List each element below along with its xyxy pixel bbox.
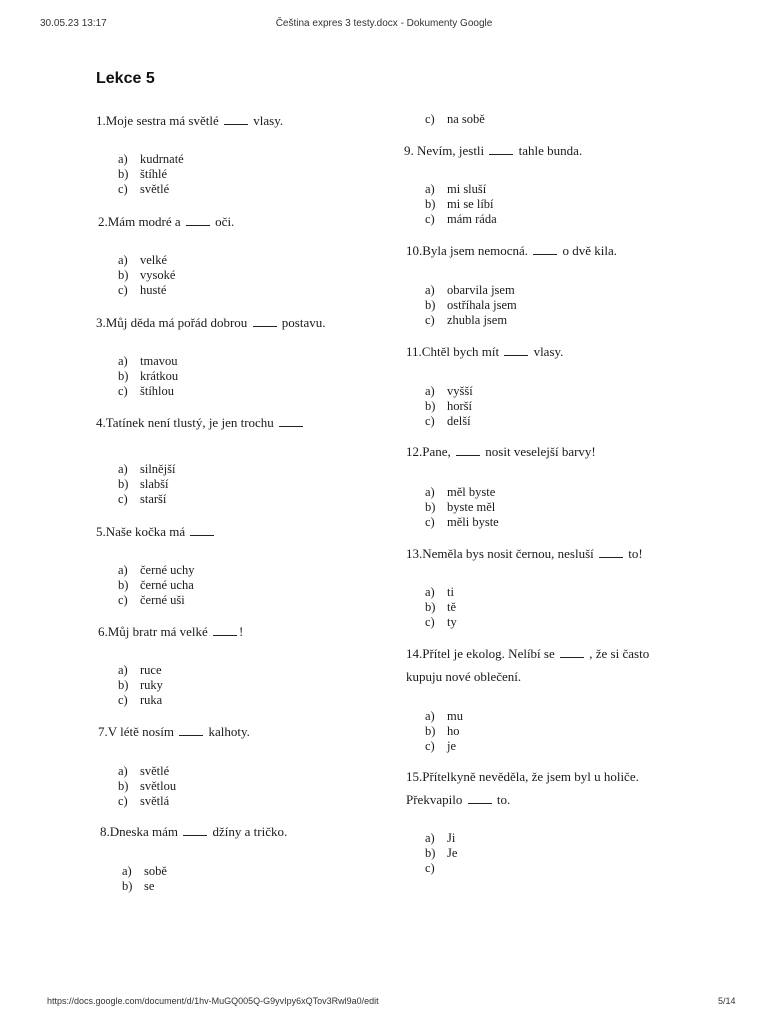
options-7 bbox=[118, 764, 176, 810]
options-11 bbox=[425, 384, 473, 430]
option-b: b) krátkou bbox=[118, 369, 179, 384]
options-8-part2 bbox=[425, 112, 485, 127]
option-c: c) mám ráda bbox=[425, 212, 497, 227]
option-c: c) na sobě bbox=[425, 112, 485, 126]
answer-blank bbox=[456, 443, 480, 456]
answer-blank bbox=[560, 645, 584, 658]
option-a: a) silnější bbox=[118, 462, 176, 476]
option-a: a) vyšší bbox=[425, 384, 473, 398]
answer-blank bbox=[213, 623, 237, 636]
question-text-after: vlasy. bbox=[253, 113, 284, 128]
question-6: 6.Můj bratr má velké ! bbox=[98, 624, 244, 639]
option-b: b) slabší bbox=[118, 477, 169, 492]
question-13: 13.Neměla bys nosit černou, nesluší to! bbox=[406, 546, 643, 561]
answer-blank bbox=[279, 414, 303, 427]
options-4 bbox=[118, 462, 175, 508]
option-b: b) ostříhala jsem bbox=[425, 298, 517, 313]
question-8: 8.Dneska mám džíny a tričko. bbox=[100, 824, 288, 839]
question-2: 2.Mám modré a oči. bbox=[98, 214, 235, 229]
page-number: 5/14 bbox=[718, 996, 736, 1006]
option-b: b) štíhlé bbox=[118, 167, 168, 182]
option-b: b) ruky bbox=[118, 678, 163, 693]
option-c: c) delší bbox=[425, 414, 471, 429]
option-b: b) se bbox=[122, 879, 155, 894]
question-4: 4.Tatínek není tlustý, je jen trochu bbox=[96, 412, 305, 434]
option-a: a) ti bbox=[425, 585, 454, 599]
option-a: a) obarvila jsem bbox=[425, 283, 515, 297]
option-b: b) horší bbox=[425, 399, 472, 414]
options-10 bbox=[425, 283, 517, 329]
answer-blank bbox=[179, 723, 203, 736]
option-c: c) starší bbox=[118, 492, 167, 507]
question-11: 11.Chtěl bych mít vlasy. bbox=[406, 344, 564, 359]
option-c: c) měli byste bbox=[425, 515, 499, 530]
option-a: a) tmavou bbox=[118, 354, 178, 368]
answer-blank bbox=[599, 545, 623, 558]
answer-blank bbox=[183, 823, 207, 836]
options-2 bbox=[118, 253, 175, 299]
option-a: a) sobě bbox=[122, 864, 167, 878]
options-3 bbox=[118, 354, 178, 400]
question-12: 12.Pane, nosit veselejší barvy! bbox=[406, 444, 596, 459]
answer-blank bbox=[190, 523, 214, 536]
option-c: c) bbox=[425, 861, 435, 876]
option-b: b) vysoké bbox=[118, 268, 176, 283]
options-15 bbox=[425, 831, 457, 877]
options-12 bbox=[425, 485, 499, 531]
question-3: 3.Můj děda má pořád dobrou postavu. bbox=[96, 315, 326, 330]
question-14: 14.Přítel je ekolog. Nelíbí se , že si často kupuju nové oblečení. bbox=[406, 646, 650, 684]
option-c: c) je bbox=[425, 739, 457, 754]
answer-blank bbox=[468, 791, 492, 804]
options-13 bbox=[425, 585, 457, 631]
options-1 bbox=[118, 152, 184, 198]
option-b: b) byste měl bbox=[425, 500, 496, 515]
option-a: a) kudrnaté bbox=[118, 152, 184, 166]
option-a: a) mu bbox=[425, 709, 463, 723]
question-7: 7.V létě nosím kalhoty. bbox=[98, 724, 250, 739]
options-14 bbox=[425, 709, 463, 755]
option-c: c) ty bbox=[425, 615, 457, 630]
option-a: a) světlé bbox=[118, 764, 170, 778]
answer-blank bbox=[224, 112, 248, 125]
option-b: b) Je bbox=[425, 846, 458, 861]
question-number: 1. bbox=[96, 113, 106, 128]
question-text: Moje sestra má světlé bbox=[105, 113, 219, 128]
answer-blank bbox=[504, 343, 528, 356]
option-a: a) mi sluší bbox=[425, 182, 487, 196]
option-b: b) černé ucha bbox=[118, 578, 194, 593]
options-6 bbox=[118, 663, 163, 709]
question-1 bbox=[96, 110, 283, 132]
option-a: a) černé uchy bbox=[118, 563, 195, 577]
print-url: https://docs.google.com/document/d/1hv-MuGQ005Q-G9yvIpy6xQTov3Rwl9a0/edit bbox=[47, 996, 379, 1006]
question-10: 10.Byla jsem nemocná. o dvě kila. bbox=[406, 243, 618, 258]
option-b: b) tě bbox=[425, 600, 457, 615]
option-c: c) husté bbox=[118, 283, 167, 298]
print-document-title: Čeština expres 3 testy.docx - Dokumenty Google bbox=[275, 18, 493, 29]
question-15: 15.Přítelkyně nevěděla, že jsem byl u holiče. Překvapilo to. bbox=[406, 769, 639, 807]
option-c: c) štíhlou bbox=[118, 384, 175, 399]
answer-blank bbox=[253, 314, 277, 327]
option-c: c) zhubla jsem bbox=[425, 313, 508, 328]
question-5: 5.Naše kočka má bbox=[96, 521, 216, 543]
question-9: 9. Nevím, jestli tahle bunda. bbox=[404, 143, 583, 158]
options-8-part1 bbox=[122, 864, 167, 894]
option-c: c) světlé bbox=[118, 182, 170, 197]
answer-blank bbox=[533, 242, 557, 255]
option-b: b) světlou bbox=[118, 779, 177, 794]
option-a: a) měl byste bbox=[425, 485, 496, 499]
options-9 bbox=[425, 182, 497, 228]
lesson-title: Lekce 5 bbox=[96, 70, 155, 87]
option-c: c) černé uši bbox=[118, 593, 185, 608]
options-5 bbox=[118, 563, 194, 609]
option-a: a) Ji bbox=[425, 831, 456, 845]
option-c: c) ruka bbox=[118, 693, 163, 708]
print-datetime: 30.05.23 13:17 bbox=[40, 18, 107, 29]
option-b: b) mi se líbí bbox=[425, 197, 494, 212]
answer-blank bbox=[489, 142, 513, 155]
answer-blank bbox=[186, 213, 210, 226]
option-a: a) ruce bbox=[118, 663, 162, 677]
option-a: a) velké bbox=[118, 253, 168, 267]
option-b: b) ho bbox=[425, 724, 460, 739]
option-c: c) světlá bbox=[118, 794, 170, 809]
